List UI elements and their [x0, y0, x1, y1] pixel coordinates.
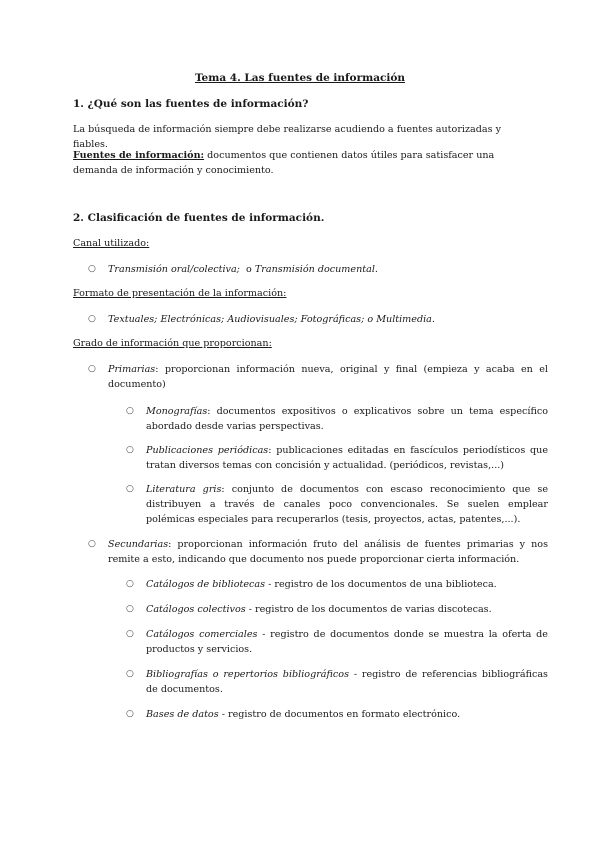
- list-item: ○ Catálogos comerciales - registro de documentos donde se muestra la oferta de productos y servicios.: [126, 629, 548, 655]
- circle-bullet-icon: ○: [126, 579, 134, 589]
- list-item: ○ Bibliografías o repertorios bibliográficos - registro de referencias bibliográficas de documentos.: [126, 669, 548, 695]
- formato-label: Formato de presentación de la información:: [73, 288, 287, 299]
- list-item: ○ Transmisión oral/colectiva; o Transmisión documental.: [88, 264, 378, 275]
- list-item: ○ Bases de datos - registro de documentos en formato electrónico.: [126, 709, 461, 720]
- primarias-item: ○ Primarias: proporcionan información nueva, original y final (empieza y acaba en el documento): [88, 364, 548, 390]
- circle-bullet-icon: ○: [126, 406, 134, 416]
- list-item: ○ Catálogos de bibliotecas - registro de los documentos de una biblioteca.: [126, 579, 497, 590]
- list-item: ○ Textuales; Electrónicas; Audiovisuales; Fotográficas; o Multimedia.: [88, 314, 435, 325]
- canal-label: Canal utilizado:: [73, 238, 150, 249]
- circle-bullet-icon: ○: [126, 669, 134, 679]
- definition-paragraph: [73, 148, 528, 178]
- list-item: ○ Literatura gris: conjunto de documentos con escaso reconocimiento que se distribuyen a través de canales poco convencionales. Se suelen emplear polémicas especiales para recuperarlos (tesis, proyectos, actas, patentes,...).: [126, 484, 549, 525]
- section-1-paragraph: La búsqueda de información siempre debe realizarse acudiendo a fuentes autorizadas y fiables.: [73, 124, 501, 150]
- secundarias-item: ○ Secundarias: proporcionan información fruto del análisis de fuentes primarias y nos remite a esto, indicando que documento nos puede proporcionar cierta información.: [88, 539, 548, 565]
- grado-label: Grado de información que proporcionan:: [73, 338, 272, 349]
- circle-bullet-icon: ○: [126, 484, 134, 494]
- definition-term: Fuentes de información:: [73, 150, 205, 161]
- list-item: ○ Catálogos colectivos - registro de los documentos de varias discotecas.: [126, 604, 492, 615]
- circle-bullet-icon: ○: [88, 314, 96, 324]
- circle-bullet-icon: ○: [126, 629, 134, 639]
- list-item: ○ Publicaciones periódicas: publicaciones editadas en fascículos periodísticos que tratan diversos temas con concisión y actualidad. (periódicos, revistas,...): [126, 445, 548, 471]
- document-title: Tema 4. Las fuentes de información: [194, 72, 406, 84]
- list-item: ○ Monografías: documentos expositivos o explicativos sobre un tema específico abordado desde varias perspectivas.: [126, 406, 548, 432]
- circle-bullet-icon: ○: [88, 364, 96, 374]
- circle-bullet-icon: ○: [126, 709, 134, 719]
- definition-text: documentos que contienen datos útiles para satisfacer una demanda de información y conocimiento.: [73, 150, 495, 176]
- section-1-heading: 1. ¿Qué son las fuentes de información?: [73, 98, 309, 110]
- section-2-heading: 2. Clasificación de fuentes de información.: [73, 212, 325, 224]
- circle-bullet-icon: ○: [88, 539, 96, 549]
- circle-bullet-icon: ○: [126, 604, 134, 614]
- circle-bullet-icon: ○: [88, 264, 96, 274]
- circle-bullet-icon: ○: [126, 445, 134, 455]
